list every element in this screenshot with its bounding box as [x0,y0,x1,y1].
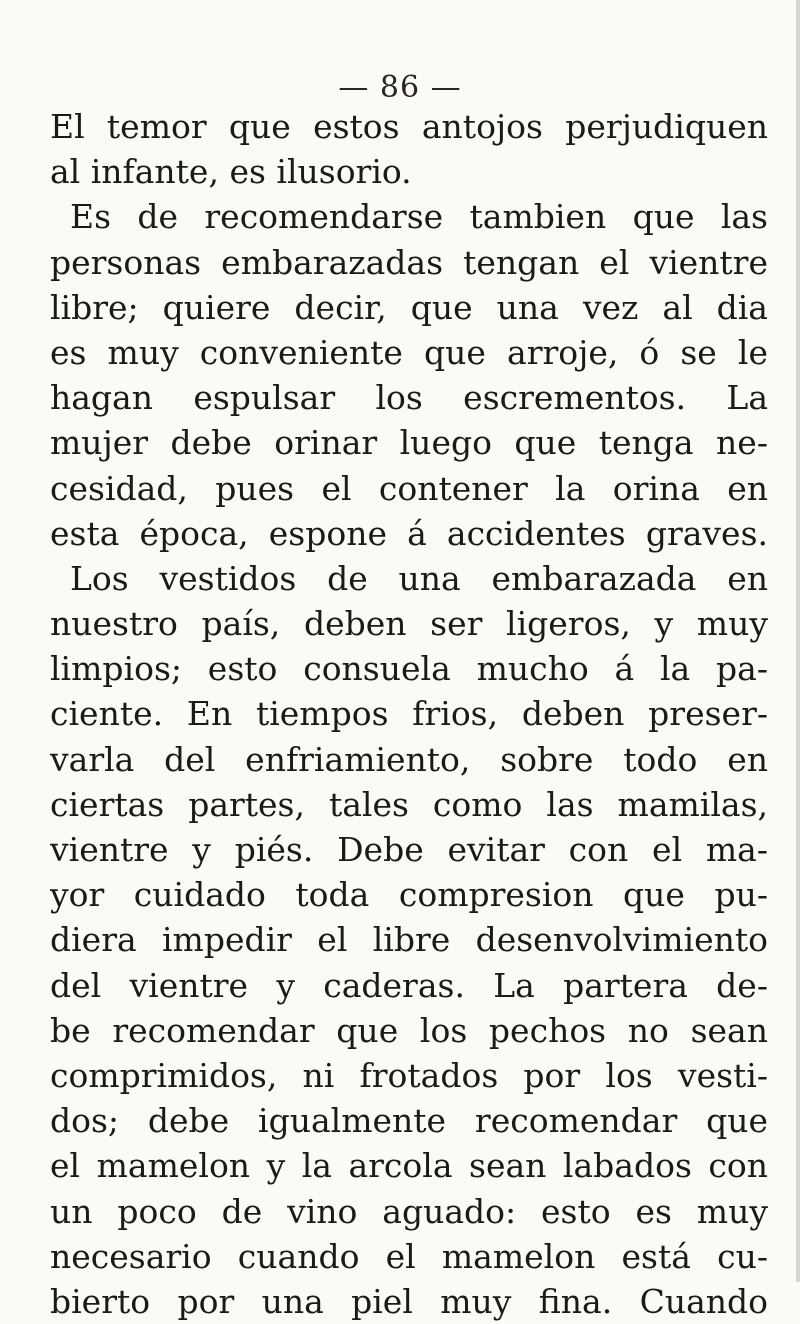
text-line-4: personas embarazadas tengan el vientre [50,242,768,282]
text-line-18: yor cuidado toda compresion que pu- [50,875,768,915]
text-line-21: be recomendar que los pechos no sean [50,1010,768,1050]
text-line-25: un poco de vino aguado: esto es muy [50,1191,768,1231]
text-line-5: libre; quiere decir, que una vez al dia [50,287,768,327]
text-line-20: del vientre y caderas. La partera de- [50,965,768,1005]
text-line-19: diera impedir el libre desenvolvimiento [50,920,768,960]
text-line-7: hagan espulsar los escrementos. La [50,378,768,418]
text-line-26: necesario cuando el mamelon está cu- [50,1236,768,1276]
text-line-16: ciertas partes, tales como las mamilas, [50,784,768,824]
text-line-11: Los vestidos de una embarazada en [70,558,768,598]
text-line-23: dos; debe igualmente recomendar que [50,1101,768,1141]
text-line-2: al infante, es ilusorio. [50,152,412,192]
page-edge [796,0,800,1282]
text-line-3: Es de recomendarse tambien que las [70,197,768,237]
text-line-27: bierto por una piel muy fina. Cuando [50,1281,768,1321]
text-line-8: mujer debe orinar luego que tenga ne- [50,423,768,463]
text-line-10: esta época, espone á accidentes graves. [50,513,768,553]
text-line-12: nuestro país, deben ser ligeros, y muy [50,604,768,644]
text-line-15: varla del enfriamiento, sobre todo en [50,739,768,779]
body-text [50,104,768,1324]
text-line-24: el mamelon y la arcola sean labados con [50,1146,768,1186]
text-line-22: comprimidos, ni frotados por los vesti- [50,1055,768,1095]
page-number: — 86 — [338,70,462,105]
text-line-14: ciente. En tiempos frios, deben preser- [50,694,768,734]
text-line-6: es muy conveniente que arroje, ó se le [50,332,768,372]
text-line-17: vientre y piés. Debe evitar con el ma- [50,830,768,869]
text-line-1: El temor que estos antojos perjudiquen [50,107,768,146]
text-line-9: cesidad, pues el contener la orina en [50,468,768,508]
text-line-13: limpios; esto consuela mucho á la pa- [50,649,768,689]
